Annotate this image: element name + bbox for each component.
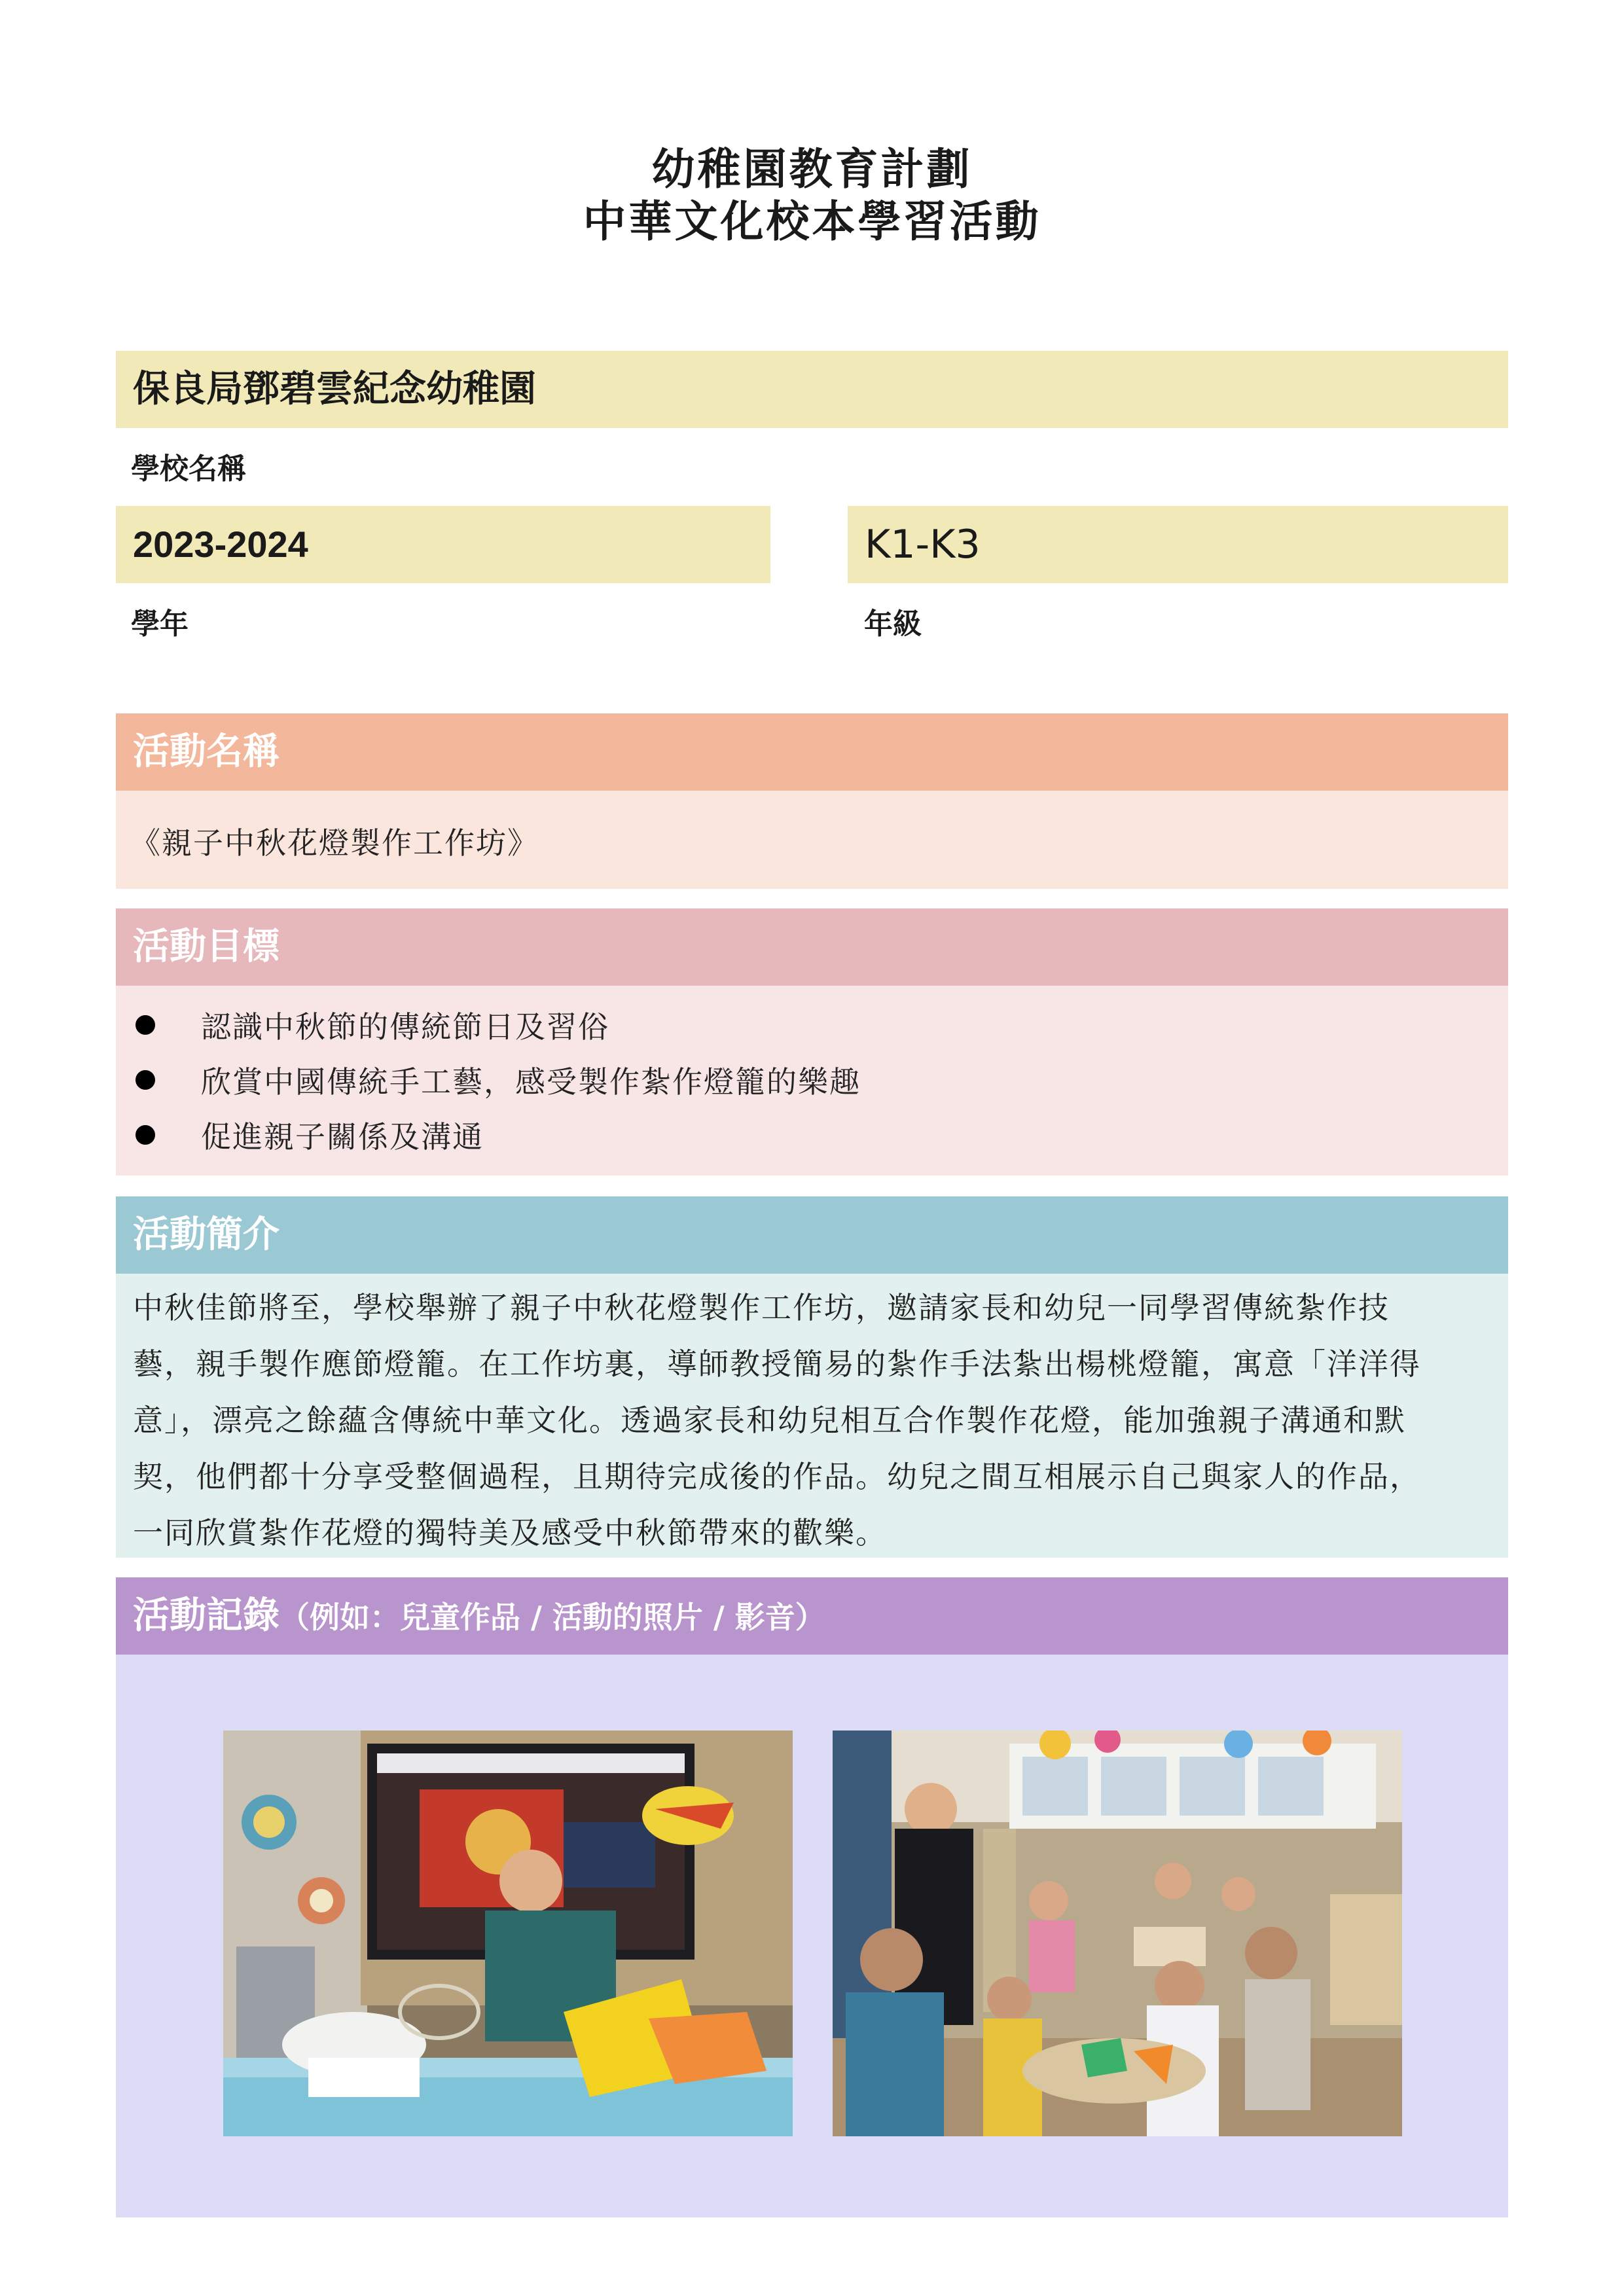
records-body xyxy=(116,1655,1508,2217)
introduction-body xyxy=(116,1274,1508,1558)
records-header xyxy=(116,1577,1508,1655)
school-name-caption: 學校名稱 xyxy=(131,452,246,486)
bullet-dot-icon xyxy=(135,1125,155,1145)
introduction-line: 契，他們都十分享受整個過程，且期待完成後的作品。幼兒之間互相展示自己與家人的作品， xyxy=(133,1459,1421,1494)
activity-name-heading: 活動名稱 xyxy=(133,730,280,773)
objective-text: 欣賞中國傳統手工藝，感受製作紮作燈籠的樂趣 xyxy=(201,1064,861,1100)
bullet-dot-icon xyxy=(135,1015,155,1035)
school-year-caption: 學年 xyxy=(131,607,189,641)
grade-value: K1-K3 xyxy=(865,522,981,567)
objectives-heading: 活動目標 xyxy=(133,925,280,968)
activity-name-body xyxy=(116,791,1508,889)
grade-caption: 年級 xyxy=(864,607,922,641)
activity-photo-workshop-image xyxy=(833,1731,1402,2136)
objective-text: 認識中秋節的傳統節日及習俗 xyxy=(201,1009,609,1045)
grade-field xyxy=(848,506,1508,583)
introduction-line: 中秋佳節將至，學校舉辦了親子中秋花燈製作工作坊，邀請家長和幼兒一同學習傳統紮作技 xyxy=(133,1290,1390,1325)
objective-text: 促進親子關係及溝通 xyxy=(201,1119,484,1155)
records-heading-note: （例如：兒童作品 / 活動的照片 / 影音） xyxy=(280,1600,825,1635)
objectives-header xyxy=(116,908,1508,986)
page-title: 幼稚園教育計劃 xyxy=(651,144,973,194)
activity-photo-instructor xyxy=(223,1731,793,2136)
page-subtitle: 中華文化校本學習活動 xyxy=(583,196,1041,247)
activity-photo-instructor-image xyxy=(223,1731,793,2136)
activity-name-value: 《親子中秋花燈製作工作坊》 xyxy=(130,825,539,861)
list-item xyxy=(135,1107,484,1162)
school-year-value: 2023-2024 xyxy=(133,524,308,565)
introduction-header xyxy=(116,1196,1508,1274)
records-heading xyxy=(133,1577,825,1656)
school-name-field xyxy=(116,351,1508,428)
school-year-field xyxy=(116,506,770,583)
school-name-value: 保良局鄧碧雲紀念幼稚園 xyxy=(133,368,536,410)
list-item xyxy=(135,1052,861,1107)
records-heading-main: 活動記錄 xyxy=(133,1594,280,1637)
introduction-line: 意」，漂亮之餘蘊含傳統中華文化。透過家長和幼兒相互合作製作花燈，能加強親子溝通和默 xyxy=(133,1403,1406,1438)
bullet-dot-icon xyxy=(135,1070,155,1090)
list-item xyxy=(135,997,609,1052)
introduction-heading: 活動簡介 xyxy=(133,1213,280,1256)
objectives-body xyxy=(116,986,1508,1175)
activity-name-header xyxy=(116,713,1508,791)
introduction-line: 藝，親手製作應節燈籠。在工作坊裏，導師教授簡易的紮作手法紮出楊桃燈籠，寓意「洋洋得 xyxy=(133,1346,1421,1382)
introduction-line: 一同欣賞紮作花燈的獨特美及感受中秋節帶來的歡樂。 xyxy=(133,1515,887,1551)
activity-photo-workshop xyxy=(833,1731,1402,2136)
